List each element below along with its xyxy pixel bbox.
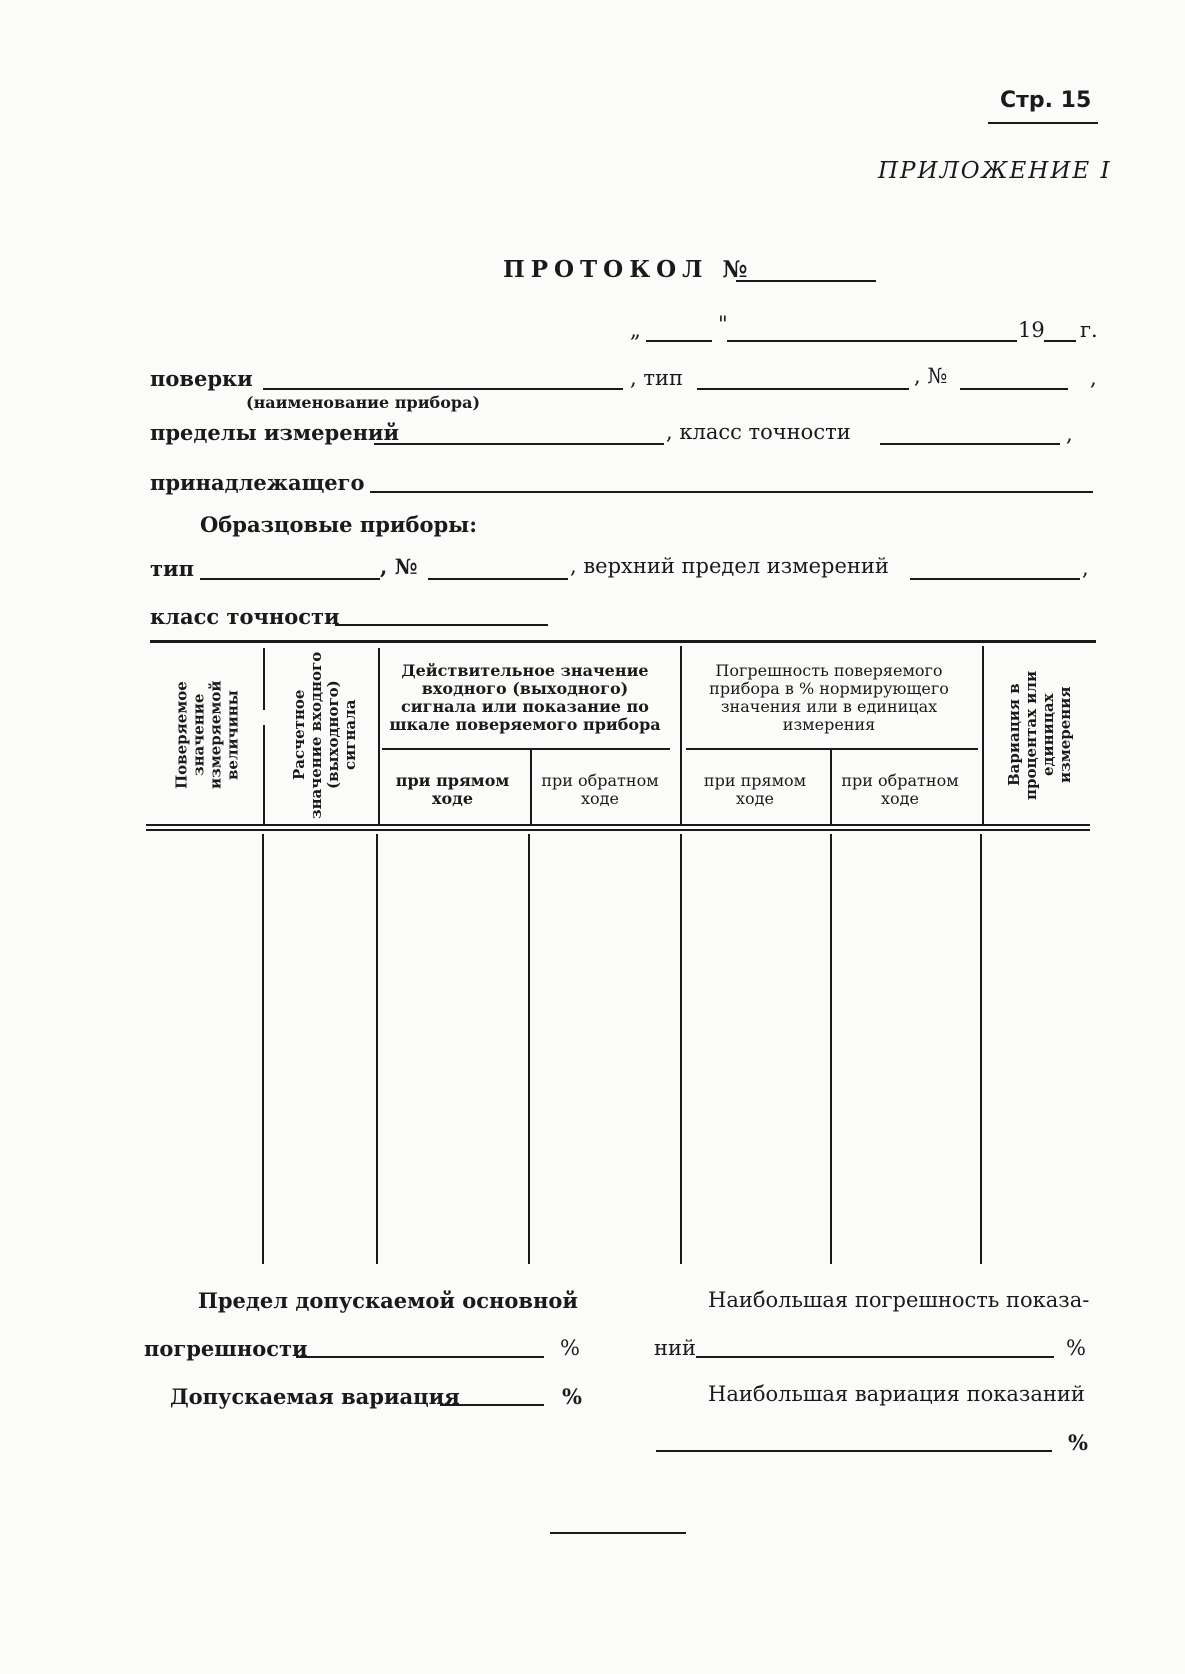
limits-label: пределы измерений — [150, 420, 400, 445]
date-year: 19 — [1018, 318, 1045, 342]
row-comma: , — [1090, 366, 1097, 390]
accuracy-label: , класс точности — [666, 420, 851, 444]
date-quote-open: „ — [630, 318, 641, 342]
page-number-underline — [988, 122, 1098, 124]
appendix-title: ПРИЛОЖЕНИЕ I — [878, 158, 1112, 184]
header-bottom-rule-2 — [146, 829, 1090, 831]
header-bottom-rule — [146, 824, 1090, 826]
vrule-3-body — [528, 834, 530, 1264]
group2-rule — [686, 748, 978, 750]
vrule-2-head — [378, 648, 380, 824]
device-number-label: , № — [914, 364, 948, 388]
date-month-field[interactable] — [727, 340, 1017, 342]
table-top-rule — [150, 640, 1096, 643]
vrule-6-body — [980, 834, 982, 1264]
max-variation-percent: % — [1068, 1430, 1088, 1455]
allowed-error-field[interactable] — [296, 1356, 544, 1358]
check-label: поверки — [150, 366, 253, 391]
vrule-4-head — [680, 646, 682, 824]
vrule-1-head-b — [263, 725, 265, 825]
ref-number-label: , № — [380, 554, 418, 579]
col-checked-value-header: Поверяемое значение измеряемой величины — [172, 680, 242, 790]
device-number-field[interactable] — [960, 388, 1068, 390]
group-error-header: Погрешность поверяемого прибора в % нормирующего значения или в единицах измерения — [709, 661, 949, 734]
row2-comma: , — [1066, 422, 1073, 446]
col-calculated-signal-header: Расчетное значение входного (выходного) сигнала — [290, 651, 359, 819]
max-error-percent: % — [1066, 1336, 1086, 1360]
actual-reverse-header: при обратном ходе — [541, 771, 659, 808]
date-year-suffix: г. — [1080, 318, 1098, 342]
protocol-number-field[interactable] — [736, 280, 876, 282]
row3-comma: , — [1082, 556, 1089, 580]
device-name-field[interactable] — [263, 388, 623, 390]
type-label: , тип — [630, 366, 683, 390]
device-name-caption: (наименование прибора) — [246, 393, 481, 412]
owner-label: принадлежащего — [150, 470, 365, 495]
ref-number-field[interactable] — [428, 578, 568, 580]
accuracy-field[interactable] — [880, 443, 1060, 445]
allowed-variation-label: Допускаемая вариация — [170, 1384, 460, 1409]
vrule-4-body — [680, 834, 682, 1264]
ref-type-field[interactable] — [200, 578, 380, 580]
max-variation-field[interactable] — [656, 1450, 1052, 1452]
ref-type-label: тип — [150, 556, 194, 581]
vrule-1-head — [263, 648, 265, 710]
vrule-6-head — [982, 646, 984, 824]
allowed-variation-percent: % — [562, 1384, 582, 1409]
allowed-error-percent: % — [560, 1336, 580, 1360]
allowed-variation-field[interactable] — [440, 1404, 544, 1406]
reference-heading: Образцовые приборы: — [200, 512, 477, 537]
error-reverse-header: при обратном ходе — [841, 771, 959, 808]
device-type-field[interactable] — [697, 388, 909, 390]
page-number: Стр. 15 — [1000, 88, 1092, 113]
group-actual-value-header: Действительное значение входного (выходного) сигнала или показание по шкале поверяемого прибора — [389, 661, 661, 734]
ref-upper-limit-field[interactable] — [910, 578, 1080, 580]
ref-accuracy-label: класс точности — [150, 604, 340, 629]
vrule-5-head — [830, 750, 832, 824]
allowed-error-label-2: погрешности — [144, 1336, 308, 1361]
owner-field[interactable] — [370, 491, 1093, 493]
error-forward-header: при прямом ходе — [703, 771, 807, 808]
protocol-title: ПРОТОКОЛ № — [503, 256, 754, 283]
col-variation-header: Вариация в процентах или единицах измерения — [1005, 670, 1074, 800]
limits-field[interactable] — [374, 443, 664, 445]
ref-accuracy-field[interactable] — [335, 624, 548, 626]
date-quote-close: " — [718, 312, 728, 336]
group1-rule — [382, 748, 670, 750]
allowed-error-label-1: Предел допускаемой основной — [198, 1288, 578, 1313]
vrule-5-body — [830, 834, 832, 1264]
max-error-label-2: ний — [654, 1336, 696, 1360]
actual-forward-header: при прямом ходе — [395, 771, 510, 808]
vrule-2-body — [376, 834, 378, 1264]
vrule-1-body — [262, 834, 264, 1264]
ref-upper-limit-label: , верхний предел измерений — [570, 554, 889, 578]
max-variation-label: Наибольшая вариация показаний — [708, 1382, 1085, 1406]
vrule-3-head — [530, 750, 532, 824]
date-day-field[interactable] — [646, 340, 712, 342]
date-year-field[interactable] — [1044, 340, 1076, 342]
max-error-label-1: Наибольшая погрешность показа- — [708, 1288, 1090, 1312]
max-error-field[interactable] — [696, 1356, 1054, 1358]
end-rule — [550, 1532, 686, 1534]
